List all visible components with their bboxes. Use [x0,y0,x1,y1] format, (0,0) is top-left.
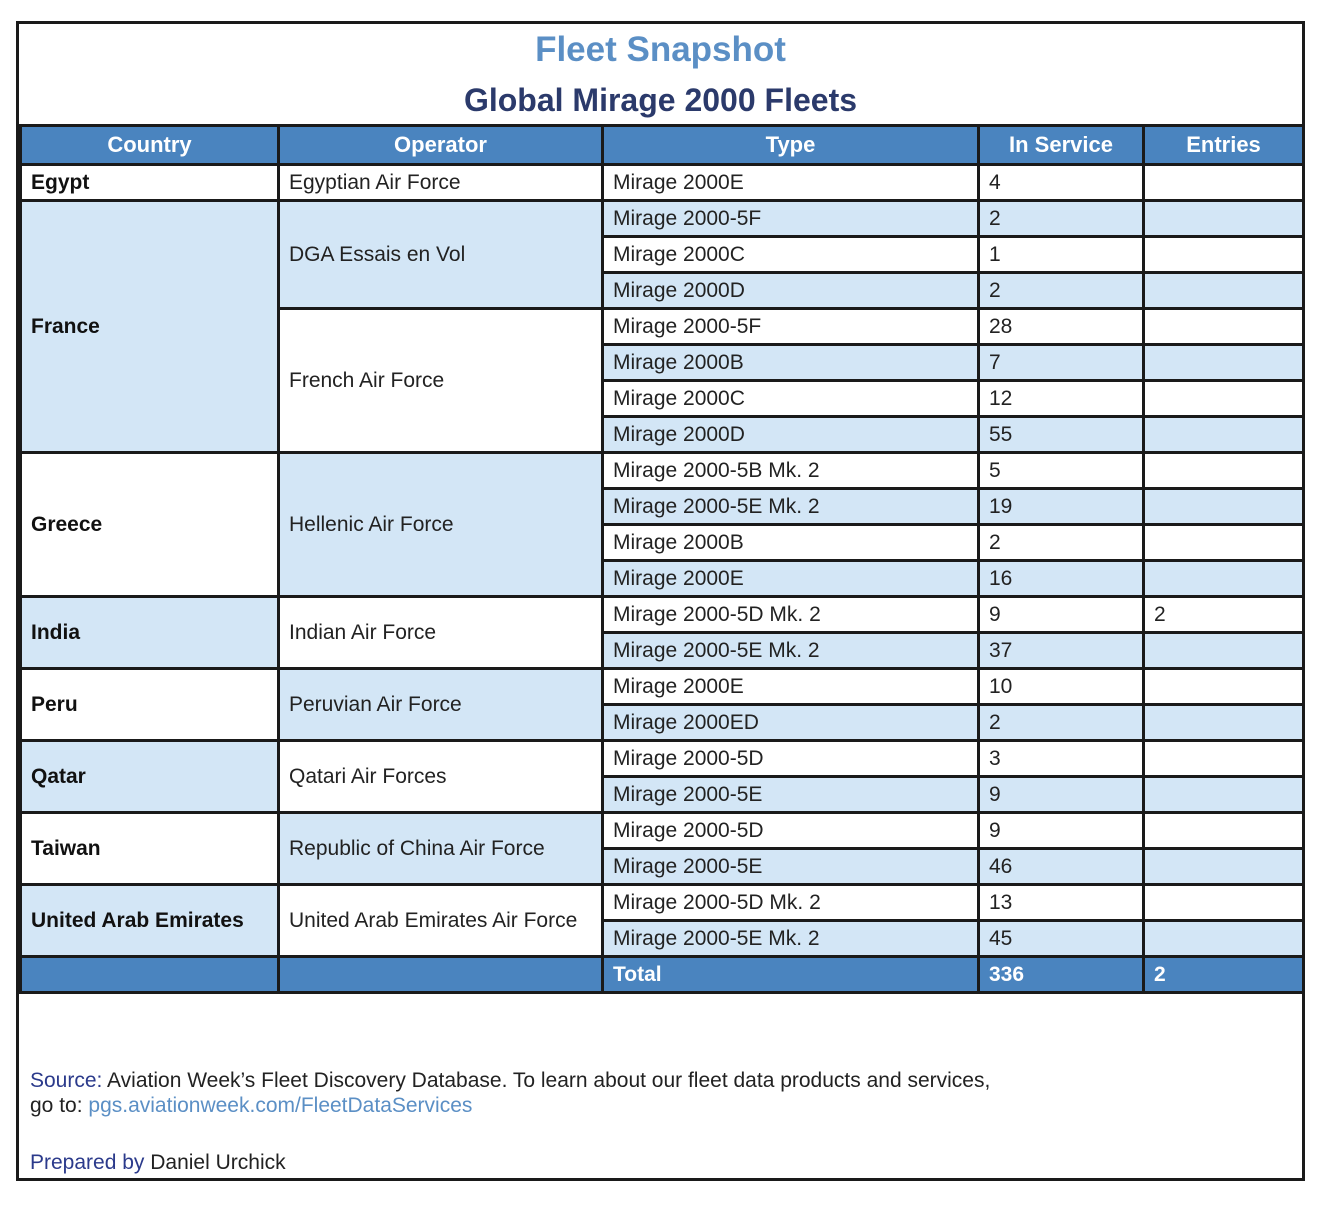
type-cell: Mirage 2000-5B Mk. 2 [603,453,979,489]
entries-cell [1144,489,1304,525]
type-cell: Mirage 2000ED [603,705,979,741]
page-subtitle: Global Mirage 2000 Fleets [463,82,858,118]
prepared-label: Prepared by [30,1151,145,1174]
entries-cell [1144,849,1304,885]
source-line [30,1068,990,1093]
type-cell: Mirage 2000-5D [603,813,979,849]
entries-cell [1144,417,1304,453]
fleet-table [19,124,1305,994]
operator-cell: Qatari Air Forces [279,741,603,813]
page-title: Fleet Snapshot [535,30,786,69]
entries-cell [1144,813,1304,849]
operator-cell: Hellenic Air Force [279,453,603,597]
total-entries: 2 [1144,957,1304,993]
country-cell-uae: United Arab Emirates [21,885,279,957]
operator-cell: French Air Force [279,309,603,453]
in-service-cell: 3 [979,741,1144,777]
goto-line [30,1093,990,1118]
operator-cell: Egyptian Air Force [279,165,603,201]
type-cell: Mirage 2000D [603,417,979,453]
total-empty-cell [279,957,603,993]
entries-cell [1144,705,1304,741]
type-cell: Mirage 2000-5D [603,741,979,777]
operator-cell: Peruvian Air Force [279,669,603,741]
in-service-cell: 16 [979,561,1144,597]
in-service-cell: 19 [979,489,1144,525]
country-cell-greece: Greece [21,453,279,597]
operator-cell: United Arab Emirates Air Force [279,885,603,957]
in-service-cell: 7 [979,345,1144,381]
column-header-country: Country [21,126,279,165]
total-empty-cell [21,957,279,993]
entries-cell [1144,381,1304,417]
column-header-entries: Entries [1144,126,1304,165]
table-row [21,885,1304,921]
total-row [21,957,1304,993]
operator-cell: DGA Essais en Vol [279,201,603,309]
entries-cell [1144,525,1304,561]
entries-cell [1144,921,1304,957]
table-row [21,597,1304,633]
country-cell-france: France [21,201,279,453]
country-cell-qatar: Qatar [21,741,279,813]
type-cell: Mirage 2000B [603,345,979,381]
entries-cell [1144,669,1304,705]
in-service-cell: 4 [979,165,1144,201]
in-service-cell: 9 [979,597,1144,633]
country-cell-india: India [21,597,279,669]
entries-cell [1144,633,1304,669]
column-header-type: Type [603,126,979,165]
type-cell: Mirage 2000-5E Mk. 2 [603,921,979,957]
table-header-row [21,126,1304,165]
country-cell-egypt: Egypt [21,165,279,201]
source-note [30,1068,990,1118]
column-header-operator: Operator [279,126,603,165]
prepared-by [30,1151,286,1175]
entries-cell [1144,561,1304,597]
type-cell: Mirage 2000D [603,273,979,309]
in-service-cell: 5 [979,453,1144,489]
type-cell: Mirage 2000E [603,669,979,705]
type-cell: Mirage 2000E [603,561,979,597]
table-row [21,669,1304,705]
type-cell: Mirage 2000-5F [603,201,979,237]
entries-cell [1144,309,1304,345]
in-service-cell: 2 [979,273,1144,309]
table-row [21,813,1304,849]
type-cell: Mirage 2000C [603,237,979,273]
type-cell: Mirage 2000E [603,165,979,201]
entries-cell [1144,345,1304,381]
in-service-cell: 9 [979,813,1144,849]
fleet-snapshot-panel [16,21,1305,1181]
source-label: Source: [30,1069,103,1092]
country-cell-taiwan: Taiwan [21,813,279,885]
entries-cell [1144,885,1304,921]
in-service-cell: 2 [979,201,1144,237]
entries-cell [1144,453,1304,489]
entries-cell [1144,165,1304,201]
entries-cell [1144,273,1304,309]
total-in-service: 336 [979,957,1144,993]
type-cell: Mirage 2000-5D Mk. 2 [603,885,979,921]
type-cell: Mirage 2000B [603,525,979,561]
table-row [21,165,1304,201]
operator-cell: Indian Air Force [279,597,603,669]
country-cell-peru: Peru [21,669,279,741]
type-cell: Mirage 2000-5D Mk. 2 [603,597,979,633]
type-cell: Mirage 2000-5E Mk. 2 [603,633,979,669]
goto-text: go to: [30,1094,89,1117]
table-row [21,453,1304,489]
in-service-cell: 46 [979,849,1144,885]
entries-cell [1144,237,1304,273]
in-service-cell: 28 [979,309,1144,345]
type-cell: Mirage 2000C [603,381,979,417]
source-text: Aviation Week’s Fleet Discovery Database. To learn about our fleet data products and services, [102,1069,991,1092]
type-cell: Mirage 2000-5E Mk. 2 [603,489,979,525]
in-service-cell: 45 [979,921,1144,957]
fleet-data-link[interactable]: pgs.aviationweek.com/FleetDataServices [88,1094,473,1117]
table-row [21,201,1304,237]
prepared-name: Daniel Urchick [144,1151,286,1174]
in-service-cell: 13 [979,885,1144,921]
type-cell: Mirage 2000-5E [603,849,979,885]
operator-cell: Republic of China Air Force [279,813,603,885]
entries-cell [1144,777,1304,813]
in-service-cell: 37 [979,633,1144,669]
table-row [21,741,1304,777]
in-service-cell: 9 [979,777,1144,813]
type-cell: Mirage 2000-5E [603,777,979,813]
in-service-cell: 2 [979,705,1144,741]
in-service-cell: 1 [979,237,1144,273]
entries-cell [1144,741,1304,777]
in-service-cell: 12 [979,381,1144,417]
in-service-cell: 10 [979,669,1144,705]
in-service-cell: 55 [979,417,1144,453]
in-service-cell: 2 [979,525,1144,561]
column-header-in-service: In Service [979,126,1144,165]
entries-cell [1144,201,1304,237]
total-label: Total [603,957,979,993]
entries-cell: 2 [1144,597,1304,633]
type-cell: Mirage 2000-5F [603,309,979,345]
